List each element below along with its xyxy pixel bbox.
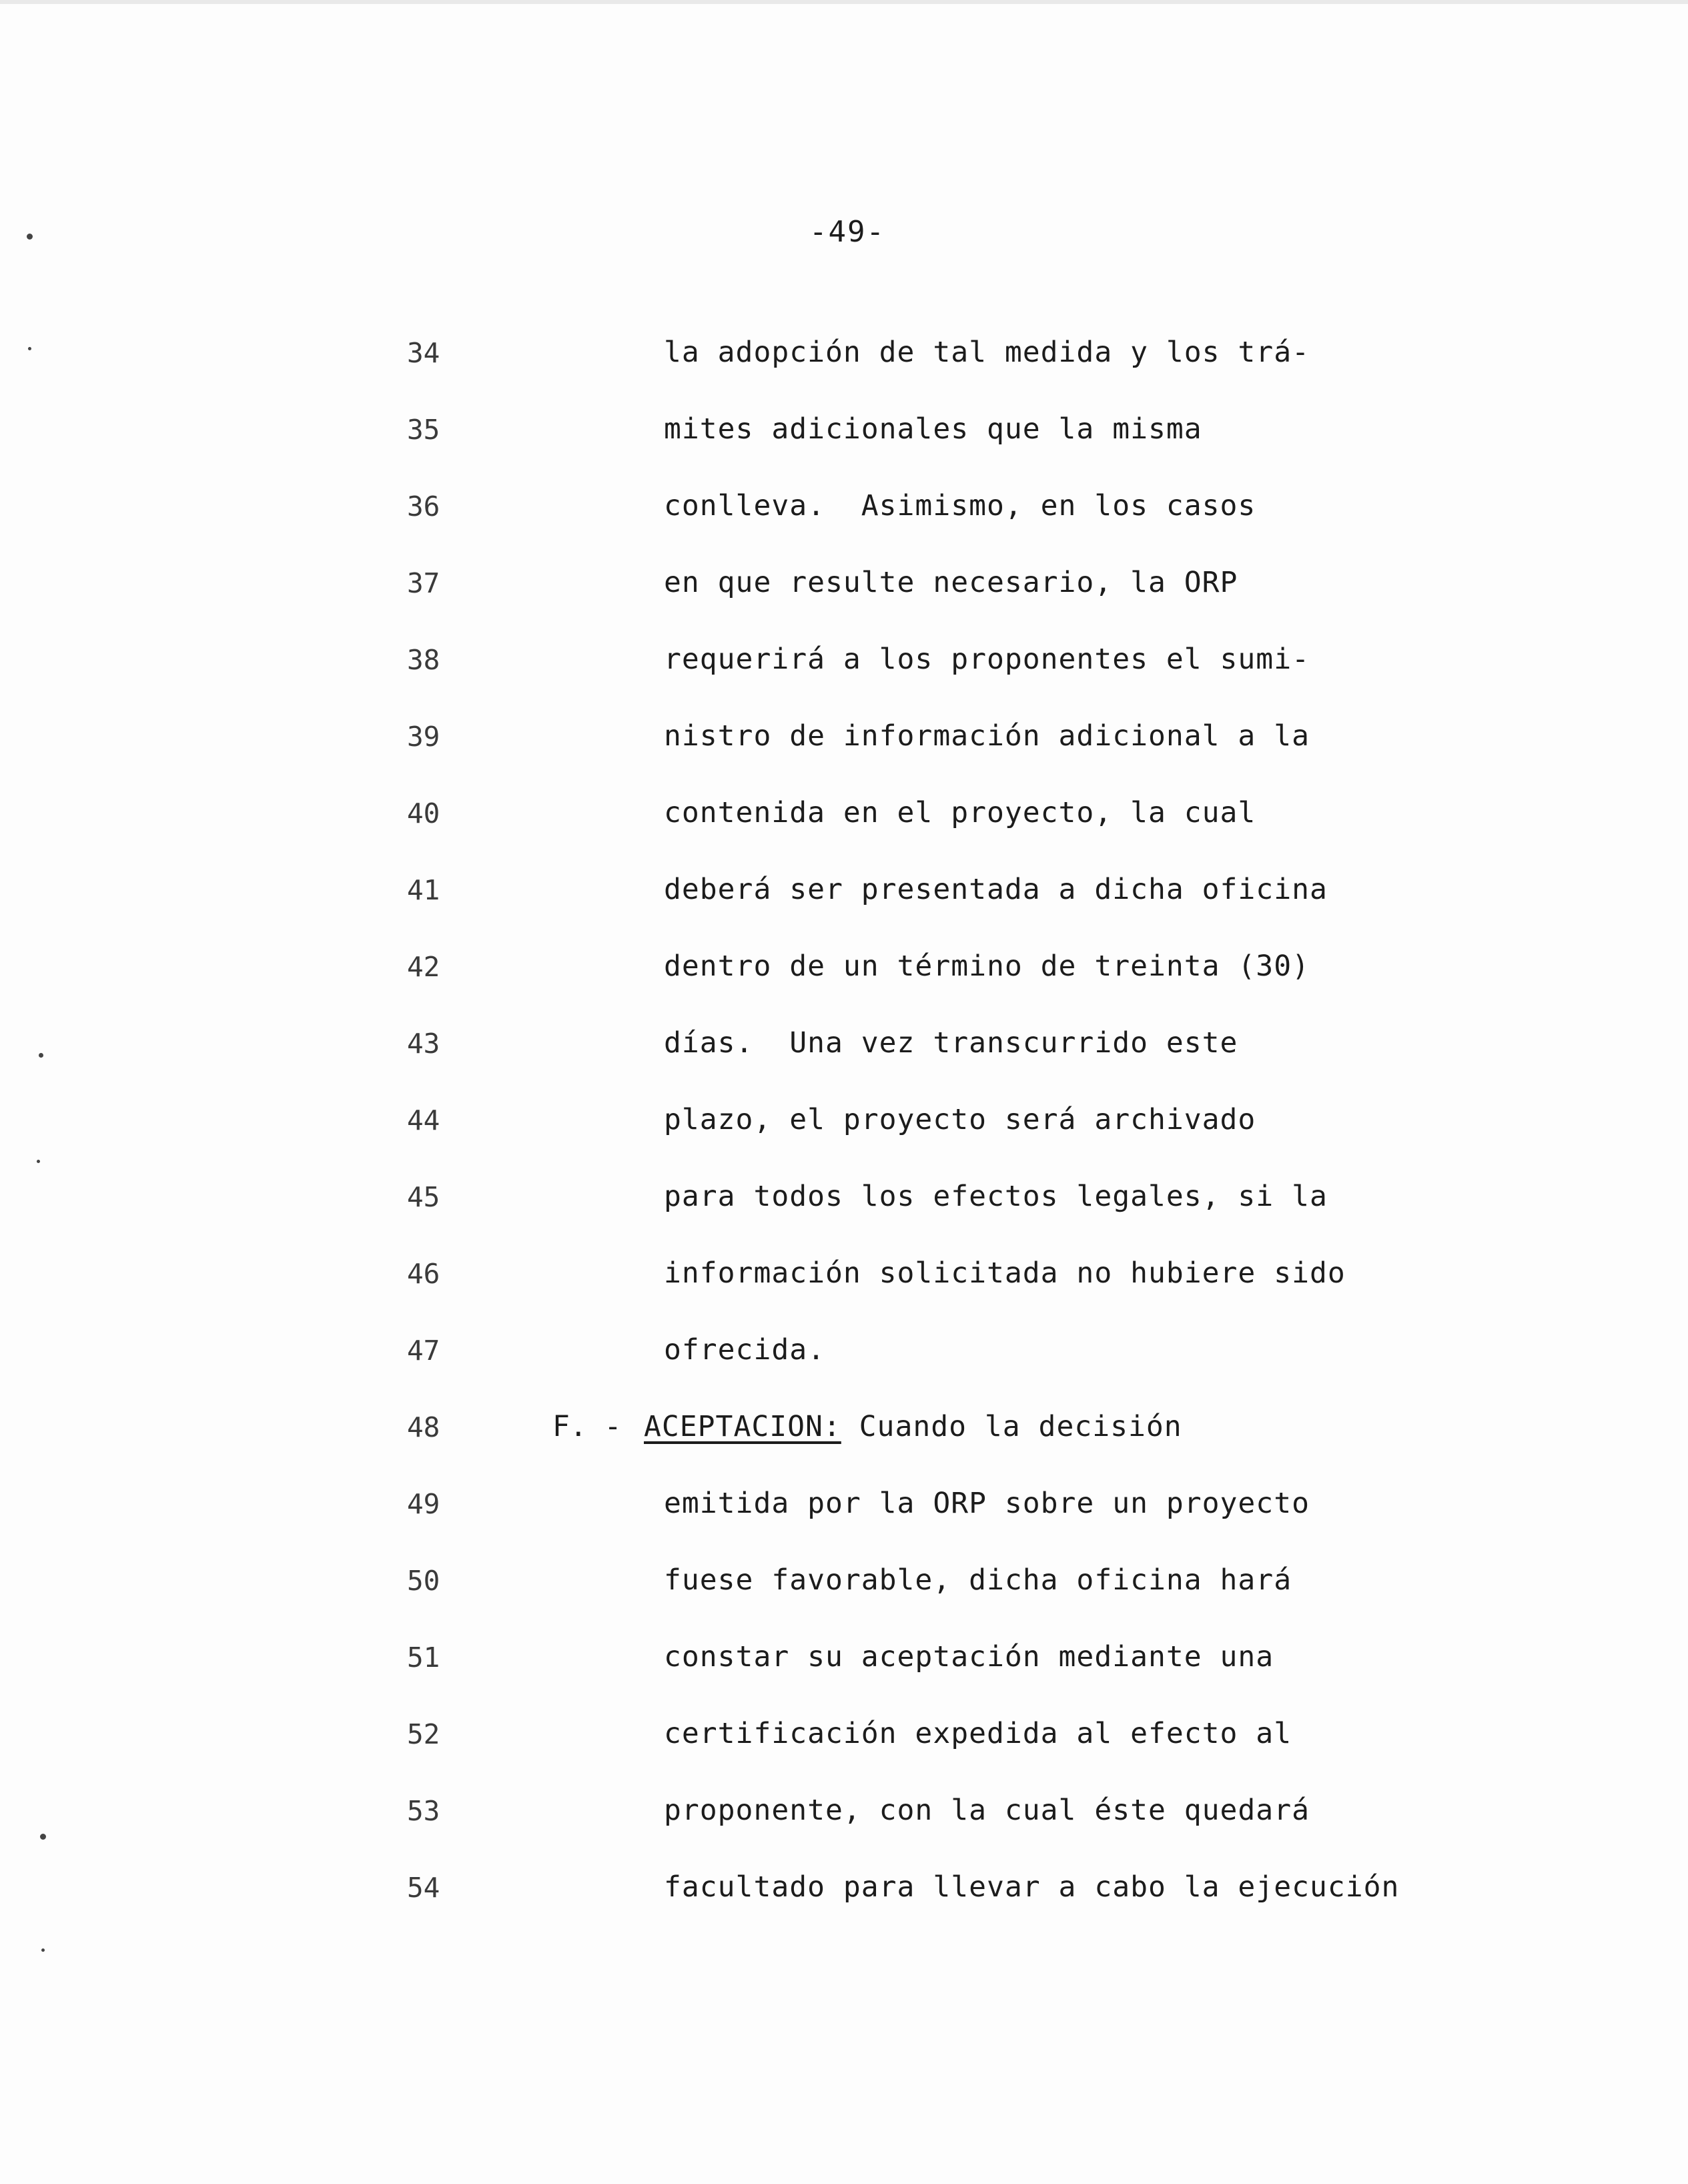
line-number: 49 (407, 1488, 440, 1520)
body-line: días. Una vez transcurrido este (664, 1026, 1238, 1060)
body-line: deberá ser presentada a dicha oficina (664, 873, 1328, 906)
section-heading-line (644, 1410, 1182, 1443)
body-line: en que resulte necesario, la ORP (664, 566, 1238, 599)
body-line: constar su aceptación mediante una (664, 1640, 1274, 1674)
line-number: 43 (407, 1028, 440, 1060)
line-number: 53 (407, 1795, 440, 1827)
body-line: fuese favorable, dicha oficina hará (664, 1563, 1292, 1597)
line-number: 36 (407, 490, 440, 522)
line-number: 52 (407, 1718, 440, 1750)
page-top-edge (0, 0, 1688, 4)
body-line: información solicitada no hubiere sido (664, 1256, 1346, 1290)
line-number: 48 (407, 1411, 440, 1443)
body-line: contenida en el proyecto, la cual (664, 796, 1256, 829)
line-number: 42 (407, 951, 440, 983)
line-number: 40 (407, 797, 440, 829)
body-line: ofrecida. (664, 1333, 825, 1367)
line-number: 44 (407, 1104, 440, 1136)
margin-speck (27, 234, 33, 240)
body-line: conlleva. Asimismo, en los casos (664, 489, 1256, 522)
line-number: 35 (407, 414, 440, 446)
line-number: 47 (407, 1335, 440, 1367)
line-number: 51 (407, 1642, 440, 1674)
line-number: 45 (407, 1181, 440, 1213)
body-line: certificación expedida al efecto al (664, 1717, 1292, 1750)
section-heading: ACEPTACION: (644, 1410, 841, 1443)
body-line: proponente, con la cual éste quedará (664, 1794, 1310, 1827)
line-number: 37 (407, 567, 440, 599)
line-number: 39 (407, 721, 440, 753)
body-line: dentro de un término de treinta (30) (664, 950, 1310, 983)
margin-speck (41, 1948, 45, 1952)
section-heading-continuation: Cuando la decisión (841, 1410, 1182, 1443)
body-line: nistro de información adicional a la (664, 719, 1310, 753)
page-number: -49- (809, 215, 885, 249)
body-line: plazo, el proyecto será archivado (664, 1103, 1256, 1136)
margin-speck (37, 1160, 40, 1163)
line-number: 41 (407, 874, 440, 906)
section-marker: F. - (552, 1410, 622, 1443)
body-line: facultado para llevar a cabo la ejecución (664, 1870, 1400, 1904)
margin-speck (39, 1053, 43, 1058)
line-number: 54 (407, 1872, 440, 1904)
body-line: para todos los efectos legales, si la (664, 1180, 1328, 1213)
margin-speck (28, 347, 31, 350)
line-number: 50 (407, 1565, 440, 1597)
body-line: requerirá a los proponentes el sumi- (664, 643, 1310, 676)
line-number: 34 (407, 337, 440, 369)
margin-speck (40, 1834, 46, 1840)
line-number: 38 (407, 644, 440, 676)
line-number: 46 (407, 1258, 440, 1290)
body-line: emitida por la ORP sobre un proyecto (664, 1487, 1310, 1520)
body-line: la adopción de tal medida y los trá- (664, 336, 1310, 369)
body-line: mites adicionales que la misma (664, 412, 1202, 446)
